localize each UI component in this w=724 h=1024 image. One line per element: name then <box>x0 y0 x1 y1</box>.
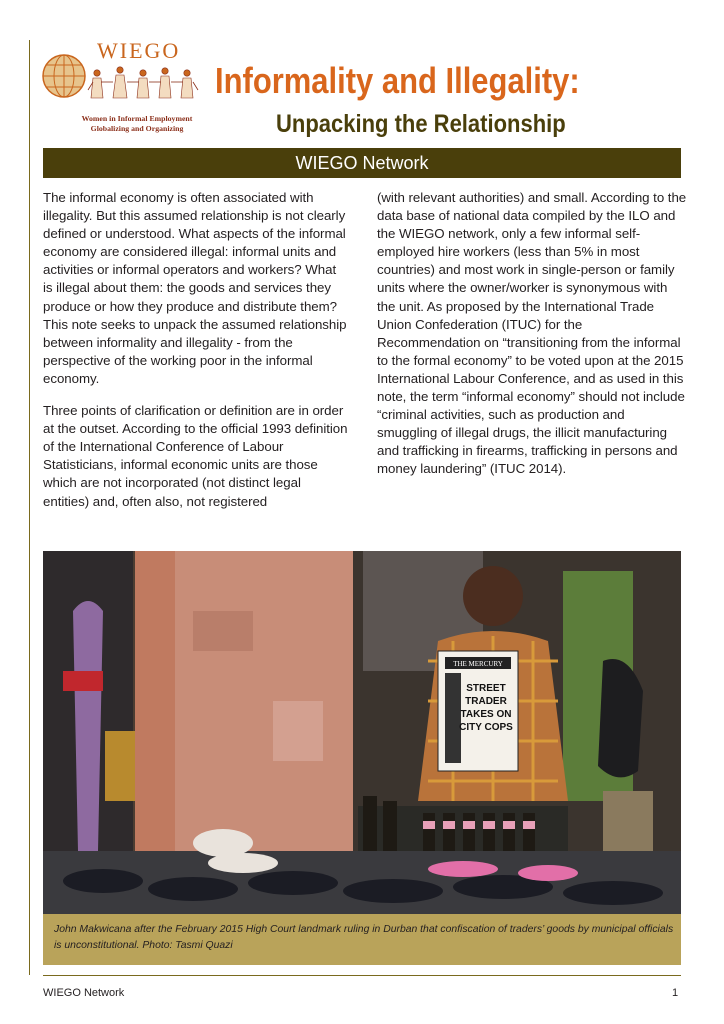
page-number: 1 <box>672 987 679 999</box>
photo-caption-box <box>43 914 681 965</box>
section-band <box>43 148 681 178</box>
text-column-right <box>377 189 687 493</box>
sign-line-1: STREET <box>466 683 506 694</box>
body-paragraph: (with relevant authorities) and small. According to the data base of national data compiled by the ILO and the WIEGO network, only a few informal self-employed hire workers (less than 5% in most countries) and most work in single-person or family units where the owner/worker is synonymous with the unit. As proposed by the International Trade Union Confederation (ITUC) for the Recommendation on “transitioning from the informal to the formal economy” to be voted upon at the 2015 International Labour Conference, and as used in this note, the term “informal economy” should not include “criminal activities, such as production and smuggling of illegal drugs, the illicit manufacturing and trafficking in firearms, trafficking in persons and money laundering” (ITUC 2014). <box>377 190 687 477</box>
text-column-left <box>43 189 348 525</box>
logo-tagline-line-1: Women in Informal Employment <box>81 114 193 123</box>
sign-line-2: TRADER <box>465 696 507 707</box>
section-band-label: WIEGO Network <box>295 153 429 173</box>
document-subtitle: Unpacking the Relationship <box>276 110 566 138</box>
footer-rule <box>43 975 681 976</box>
sign-masthead: THE MERCURY <box>453 660 503 668</box>
sign-line-4: CITY COPS <box>459 722 513 733</box>
street-trader-photo <box>43 551 681 914</box>
body-paragraph: Three points of clarification or definition are in order at the outset. According to the official 1993 definition of the International Conference of Labour Statisticians, informal economic units are those which are not incorporated (not distinct legal entities) and, often also, not registered <box>43 403 348 509</box>
logo-tagline <box>62 114 212 134</box>
margin-rule <box>29 40 30 975</box>
wiego-logo <box>42 40 204 140</box>
sign-line-3: TAKES ON <box>460 709 512 720</box>
logo-tagline-line-2: Globalizing and Organizing <box>90 124 184 133</box>
footer-publisher: WIEGO Network <box>43 987 125 999</box>
body-paragraph: The informal economy is often associated with illegality. But this assumed relationship is not clearly defined or understood. What aspects of the informal economy are considered illegal: informal units and activities or informal operators and workers? What is illegal about them: the goods and services they produce or how they produce and distribute them? This note seeks to unpack the assumed relationship between informality and illegality - from the perspective of the working poor in the informal economy. <box>43 190 347 386</box>
photo-caption: John Makwicana after the February 2015 High Court landmark ruling in Durban that confiscation of traders’ goods by municipal officials is unconstitutional. Photo: Tasmi Quazi <box>54 924 674 951</box>
logo-wordmark: WIEGO <box>97 38 181 63</box>
document-title: Informality and Illegality: <box>215 60 580 101</box>
